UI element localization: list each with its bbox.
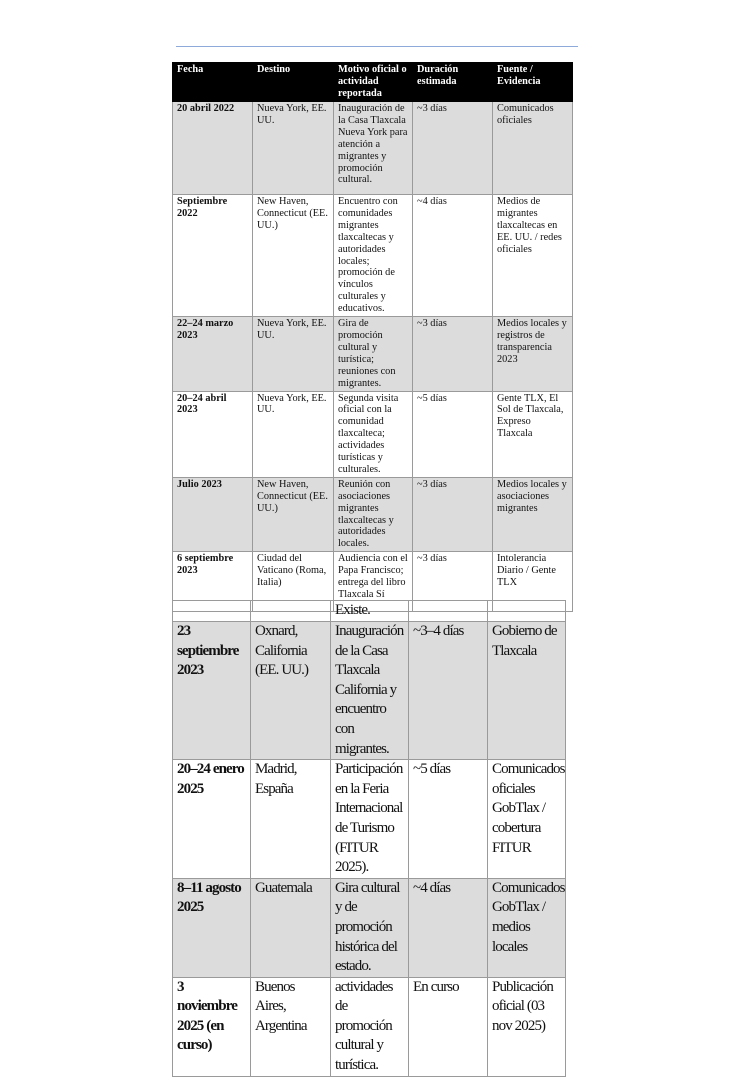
cell-motivo: Reunión con asociaciones migrantes tlaxcaltecas y autoridades locales.	[334, 477, 413, 551]
table-row	[173, 477, 573, 551]
cell-fecha: 20 abril 2022	[173, 102, 253, 195]
cell-destino: Guatemala	[251, 878, 331, 977]
cell-fuente	[488, 601, 566, 622]
cell-destino: New Haven, Connecticut (EE. UU.)	[253, 477, 334, 551]
cell-fuente: Medios de migrantes tlaxcaltecas en EE. UU. / redes oficiales	[493, 195, 573, 317]
cell-motivo: Inauguración de la Casa Tlaxcala Nueva York para atención a migrantes y promoción cultural.	[334, 102, 413, 195]
cell-motivo: Gira de promoción cultural y turística; reuniones con migrantes.	[334, 317, 413, 391]
header-fuente: Fuente / Evidencia	[493, 63, 573, 102]
header-rule	[176, 46, 578, 47]
cell-fecha: Julio 2023	[173, 477, 253, 551]
header-fecha: Fecha	[173, 63, 253, 102]
cell-destino: Madrid, España	[251, 760, 331, 879]
travel-table-page1	[172, 62, 573, 612]
cell-fecha: 22–24 marzo 2023	[173, 317, 253, 391]
cell-fuente: Comunicados GobTlax / medios locales	[488, 878, 566, 977]
cell-destino: Nueva York, EE. UU.	[253, 391, 334, 477]
cell-duracion: ~4 días	[413, 195, 493, 317]
cell-duracion: ~3 días	[413, 477, 493, 551]
cell-fecha: 20–24 abril 2023	[173, 391, 253, 477]
cell-duracion: ~3 días	[413, 317, 493, 391]
table-row	[173, 102, 573, 195]
travel-table-page2	[172, 600, 566, 1077]
table-row	[173, 622, 566, 760]
cell-duracion: ~3–4 días	[409, 622, 488, 760]
cell-motivo: Gira cultural y de promoción histórica del estado.	[331, 878, 409, 977]
cell-fecha	[173, 601, 251, 622]
cell-duracion: En curso	[409, 977, 488, 1076]
cell-motivo: Encuentro con comunidades migrantes tlaxcaltecas y autoridades locales; promoción de vínculos culturales y educativos.	[334, 195, 413, 317]
header-duracion: Duración estimada	[413, 63, 493, 102]
table-row	[173, 760, 566, 879]
cell-destino	[251, 601, 331, 622]
cell-motivo: Existe.	[331, 601, 409, 622]
cell-destino: New Haven, Connecticut (EE. UU.)	[253, 195, 334, 317]
cell-duracion: ~4 días	[409, 878, 488, 977]
cell-fuente: Intolerancia Diario / Gente TLX	[493, 552, 573, 612]
cell-duracion: ~3 días	[413, 552, 493, 612]
table-row	[173, 391, 573, 477]
cell-motivo: Inauguración de la Casa Tlaxcala California y encuentro con migrantes.	[331, 622, 409, 760]
cell-motivo: actividades de promoción cultural y turística.	[331, 977, 409, 1076]
table-row	[173, 195, 573, 317]
cell-duracion	[409, 601, 488, 622]
cell-fecha: Septiembre 2022	[173, 195, 253, 317]
cell-destino: Oxnard, California (EE. UU.)	[251, 622, 331, 760]
cell-duracion: ~5 días	[413, 391, 493, 477]
cell-motivo: Participación en la Feria Internacional de Turismo (FITUR 2025).	[331, 760, 409, 879]
table-row	[173, 878, 566, 977]
header-destino: Destino	[253, 63, 334, 102]
table-header-row	[173, 63, 573, 102]
cell-destino: Ciudad del Vaticano (Roma, Italia)	[253, 552, 334, 612]
cell-motivo: Audiencia con el Papa Francisco; entrega del libro Tlaxcala Sí	[334, 552, 413, 612]
cell-fecha: 23 septiembre 2023	[173, 622, 251, 760]
cell-fuente: Medios locales y registros de transparencia 2023	[493, 317, 573, 391]
cell-fecha: 3 noviembre 2025 (en curso)	[173, 977, 251, 1076]
cell-fecha: 8–11 agosto 2025	[173, 878, 251, 977]
cell-duracion: ~5 días	[409, 760, 488, 879]
cell-duracion: ~3 días	[413, 102, 493, 195]
cell-fecha: 20–24 enero 2025	[173, 760, 251, 879]
cell-fuente: Gente TLX, El Sol de Tlaxcala, Expreso Tlaxcala	[493, 391, 573, 477]
header-motivo: Motivo oficial o actividad reportada	[334, 63, 413, 102]
cell-destino: Buenos Aires, Argentina	[251, 977, 331, 1076]
cell-fuente: Gobierno de Tlaxcala	[488, 622, 566, 760]
cell-fecha: 6 septiembre 2023	[173, 552, 253, 612]
table-row	[173, 977, 566, 1076]
cell-destino: Nueva York, EE. UU.	[253, 317, 334, 391]
cell-motivo: Segunda visita oficial con la comunidad tlaxcalteca; actividades turísticas y culturales.	[334, 391, 413, 477]
table-row	[173, 317, 573, 391]
cell-fuente: Comunicados oficiales GobTlax / cobertura FITUR	[488, 760, 566, 879]
cell-fuente: Publicación oficial (03 nov 2025)	[488, 977, 566, 1076]
cell-fuente: Medios locales y asociaciones migrantes	[493, 477, 573, 551]
cell-fuente: Comunicados oficiales	[493, 102, 573, 195]
cell-destino: Nueva York, EE. UU.	[253, 102, 334, 195]
table-row	[173, 601, 566, 622]
